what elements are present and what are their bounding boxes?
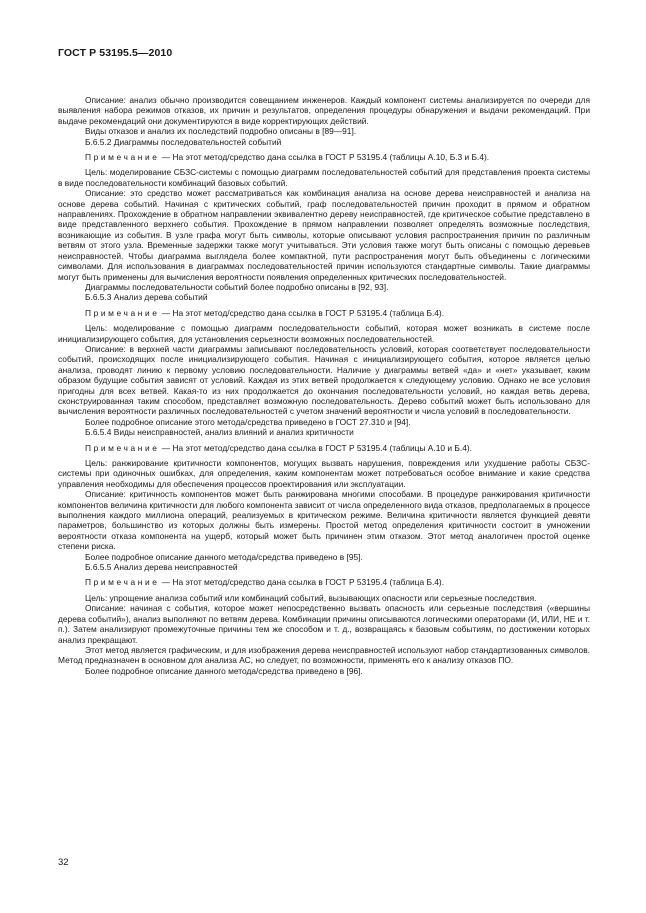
section-heading: Б.6.5.2 Диаграммы последовательностей событий [85,136,282,147]
paragraph: Описание: это средство может рассматриваться как комбинация анализа на основе дерева неисправностей и анализа на основе дерева событий. Начиная с критических событий, граф последовательностей причин проходит в прямом и обратном направлениях. Прохождение в обратном направлении эквивалентно дереву неисправностей, где критическое событие представлено в виде представленного верхнего события. Прохождение в прямом направлении позволяет определять возможные последствия, возникающие из события. В узле графа могут быть символы, которые описывают условия распространения причин по различным ветвям от этого узла. Временные задержки также могут учитываться. Эти условия также могут быть описаны с помощью деревьев неисправностей. Чтобы диаграмма выглядела более компактной, пути распространения могут быть объединены с логическими символами. Для использования в диаграммах последовательностей причин используются стандартные символы. Такие диаграммы могут быть применены для вычисления вероятности появления определенных критических последовательностей. [58,188,590,282]
note [58,577,590,587]
section-heading: Б.6.5.5 Анализ дерева неисправностей [85,562,238,573]
document-header: ГОСТ Р 53195.5—2010 [58,47,173,59]
note-text: — На этот метод/средство дана ссылка в ГОСТ Р 53195.4 (таблицы А.10 и Б.4). [159,442,472,453]
paragraph: Описание: анализ обычно производится совещанием инженеров. Каждый компонент системы анализируется по очереди для выявления набора режимов отказов, их причин и результатов, определения процедуры обнаружения и выдачи рекомендаций. При выдаче рекомендаций они документируются в виде корректирующих действий. [58,95,590,126]
paragraph: Более подробное описание данного метода/средства приведено в [95]. [85,551,363,562]
note [58,308,590,318]
paragraph: Цель: моделирование СБЗС-системы с помощью диаграмм последовательностей событий для представления проекта системы в виде последовательности комбинаций базовых событий. [58,167,590,188]
paragraph: Описание: в верхней части диаграммы записывают последовательность условий, которая соответствует последовательности событий, происходящих после инициализирующего события. Начиная с инициализирующего события, которое является целью анализа, проводят линию к первому условию последовательности. Наличие у диаграммы ветвей «да» и «нет» указывает, каким образом будущие события зависят от условий. Каждая из этих ветвей продолжается к следующему условию. Однако не все условия пригодны для всех ветвей. Какая-то из них продолжается до окончания последовательности условий, но каждая ветвь дерева, сконструированная таким способом, представляет возможную последовательность. Дерево событий может быть использовано для вычисления вероятности различных последовательностей с учетом значений вероятности и числа условий в последовательности. [58,343,590,417]
paragraph: Описание: начиная с события, которое может непосредственно вызвать опасность или серьезные последствия («вершины дерева событий»), анализ выполняют по ветвям дерева. Комбинации причины описываются логическими операторами (И, ИЛИ, НЕ и т. п.). Затем анализируют промежуточные причины тем же способом и т. д., возвращаясь к базовым событиям, по достижении которых анализ прекращают. [58,603,590,645]
paragraph: Более подробное описание данного метода/средства приведено в [96]. [85,665,363,676]
note-label: Примечание [85,307,160,318]
paragraph: Описание: критичность компонентов может быть ранжирована многими способами. В процедуре ранжирования критичности компонентов величина критичности для любого компонента зависит от числа определенного вида отказов, предполагаемых в процессе выполнения каждого миллиона операций, реализуемых в критическом режиме. Величина критичности является функцией девяти параметров, большинство из которых должны быть измерены. Простой метод определения критичности состоит в умножении вероятности отказа компонента на ущерб, который может быть причинен этим отказом. Этот метод аналогичен простой оценке степени риска. [58,489,590,552]
document-body [58,95,590,676]
section-heading: Б.6.5.3 Анализ дерева событий [85,292,208,303]
note-label: Примечание [85,152,160,163]
paragraph: Цель: упрощение анализа событий или комбинаций событий, вызывающих опасности или серьезные последствия. [85,592,537,603]
note [58,152,590,162]
paragraph: Этот метод является графическим, и для изображения дерева неисправностей используют набор стандартизованных символов. Метод предназначен в основном для анализа АС, но следует, по возможности, применять его к анализу отказов ПО. [58,644,590,666]
paragraph: Более подробное описание этого метода/средства приведено в ГОСТ 27.310 и [94]. [85,416,411,427]
paragraph: Виды отказов и анализ их последствий подробно описаны в [89—91]. [85,126,357,137]
note [58,443,590,453]
note-label: Примечание [85,442,160,453]
paragraph: Диаграммы последовательности событий более подробно описаны в [92, 93]. [85,281,389,292]
note-text: — На этот метод/средство дана ссылка в ГОСТ Р 53195.4 (таблица Б.4). [159,577,445,588]
note-text: — На этот метод/средство дана ссылка в ГОСТ Р 53195.4 (таблица Б.4). [159,307,445,318]
section-heading: Б.6.5.4 Виды неисправностей, анализ влияний и анализ критичности [85,427,354,438]
paragraph: Цель: ранжирование критичности компонентов, могущих вызвать нарушения, повреждения или ухудшение работы СБЗС-системы при одиночных ошибках, для определения, каким компонентам может потребоваться особое внимание и какие средства управления необходимы для обеспечения процессов проектирования или эксплуатации. [58,458,590,489]
note-label: Примечание [85,577,160,588]
page-number: 32 [58,857,69,868]
note-text: — На этот метод/средство дана ссылка в ГОСТ Р 53195.4 (таблицы А.10, Б.3 и Б.4). [159,152,490,163]
paragraph: Цель: моделирование с помощью диаграмм последовательности событий, которая может возникать в системе после инициализирующего события, для установления серьезности возможных последовательностей. [58,323,590,344]
